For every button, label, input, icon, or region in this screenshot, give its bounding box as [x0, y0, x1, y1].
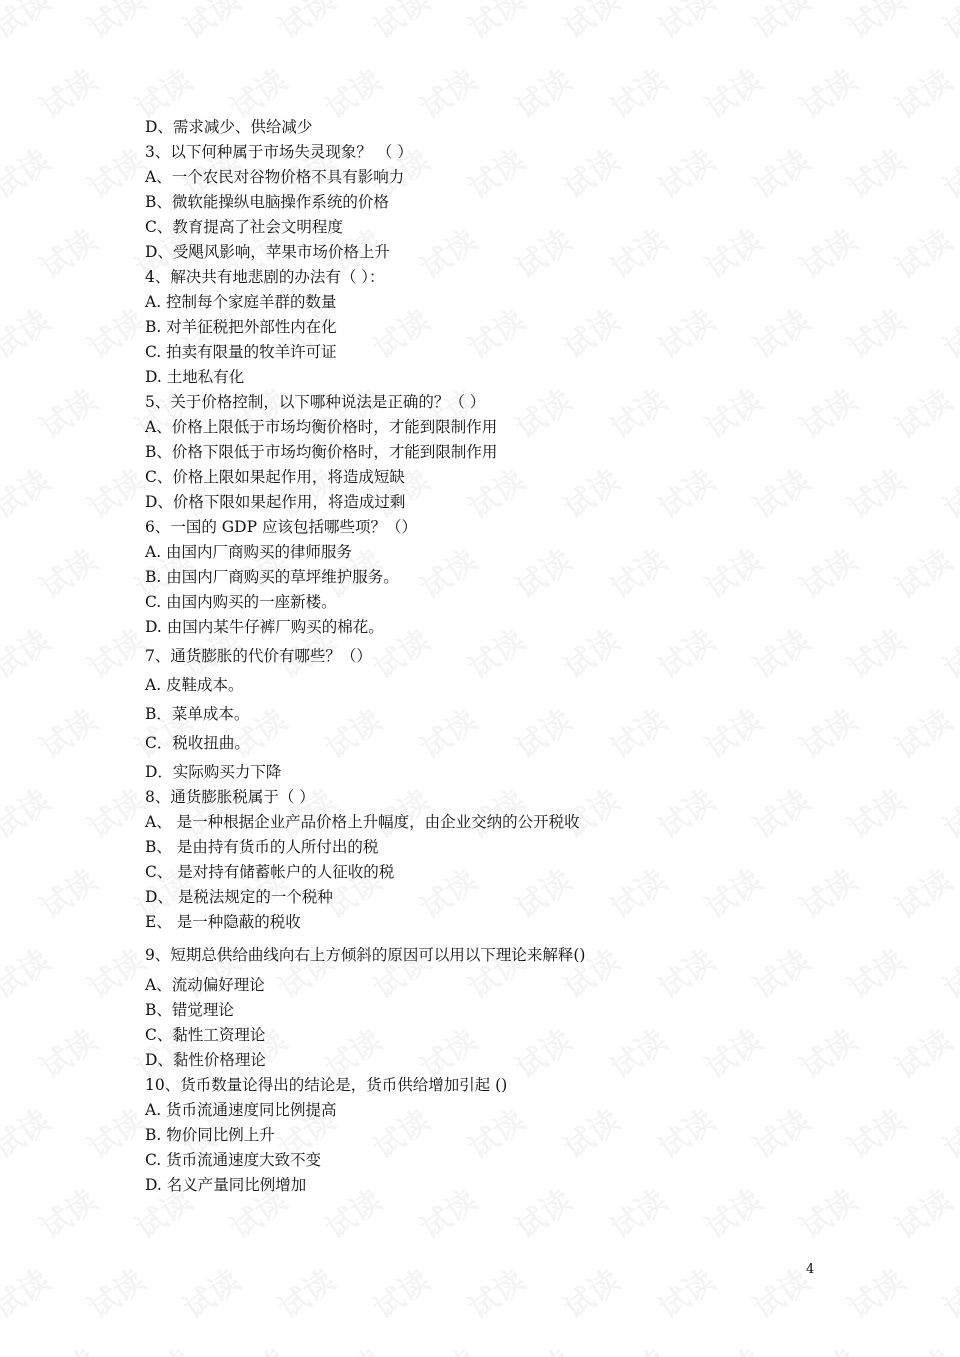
watermark-text	[885, 857, 959, 927]
text-line: D. 土地私有化	[145, 368, 245, 386]
watermark-text	[268, 0, 342, 47]
watermark-text	[648, 937, 722, 1007]
watermark-text	[600, 857, 674, 927]
watermark-text	[78, 617, 152, 687]
text-line: C. 拍卖有限量的牧羊许可证	[145, 343, 337, 361]
text-line: A. 控制每个家庭羊群的数量	[145, 293, 337, 311]
watermark-text	[458, 297, 532, 367]
watermark-text	[933, 937, 960, 1007]
watermark-text	[600, 57, 674, 127]
text-line: D、价格下限如果起作用，将造成过剩	[145, 493, 406, 511]
text-line: 9、短期总供给曲线向右上方倾斜的原因可以用以下理论来解释()	[145, 946, 586, 964]
text-line: A、一个农民对谷物价格不具有影响力	[145, 168, 405, 186]
watermark-text	[885, 377, 959, 447]
watermark-text	[30, 1337, 104, 1357]
watermark-text	[0, 1097, 57, 1167]
watermark-text	[505, 697, 579, 767]
watermark-text	[600, 1017, 674, 1087]
watermark-text	[0, 297, 57, 367]
text-line: B. 物价同比例上升	[145, 1126, 275, 1144]
watermark-text	[790, 1337, 864, 1357]
text-line: B、微软能操纵电脑操作系统的价格	[145, 193, 389, 211]
watermark-text	[0, 1257, 57, 1327]
watermark-text	[933, 0, 960, 47]
watermark-text	[933, 777, 960, 847]
text-line: D．实际购买力下降	[145, 763, 282, 781]
watermark-text	[410, 1337, 484, 1357]
watermark-text	[363, 1257, 437, 1327]
text-line: C．税收扭曲。	[145, 734, 250, 752]
watermark-text	[410, 217, 484, 287]
watermark-text	[0, 937, 57, 1007]
watermark-text	[885, 537, 959, 607]
watermark-text	[885, 217, 959, 287]
watermark-text	[933, 137, 960, 207]
watermark-text	[648, 137, 722, 207]
watermark-text	[838, 937, 912, 1007]
watermark-text	[885, 1017, 959, 1087]
watermark-text	[885, 697, 959, 767]
watermark-text	[0, 457, 57, 527]
text-line: B. 由国内厂商购买的草坪维护服务。	[145, 568, 399, 586]
watermark-text	[458, 1097, 532, 1167]
watermark-text	[600, 377, 674, 447]
watermark-text	[838, 617, 912, 687]
watermark-text	[790, 537, 864, 607]
watermark-text	[743, 297, 817, 367]
watermark-text	[30, 217, 104, 287]
watermark-text	[505, 537, 579, 607]
watermark-text	[220, 1337, 294, 1357]
watermark-text	[505, 1017, 579, 1087]
text-line: 5、关于价格控制，以下哪种说法是正确的？（ ）	[145, 393, 486, 411]
watermark-text	[743, 777, 817, 847]
watermark-text	[600, 537, 674, 607]
watermark-text	[743, 937, 817, 1007]
watermark-text	[505, 857, 579, 927]
watermark-text	[790, 377, 864, 447]
watermark-text	[600, 217, 674, 287]
watermark-text	[268, 1257, 342, 1327]
watermark-text	[553, 0, 627, 47]
watermark-text	[743, 617, 817, 687]
watermark-text	[648, 297, 722, 367]
watermark-text	[648, 457, 722, 527]
watermark-text	[410, 57, 484, 127]
watermark-text	[78, 1097, 152, 1167]
watermark-text	[553, 1257, 627, 1327]
watermark-text	[505, 57, 579, 127]
watermark-text	[363, 0, 437, 47]
watermark-text	[695, 217, 769, 287]
watermark-text	[78, 937, 152, 1007]
watermark-text	[30, 697, 104, 767]
watermark-text	[30, 377, 104, 447]
watermark-text	[553, 617, 627, 687]
watermark-text	[838, 0, 912, 47]
watermark-text	[0, 137, 57, 207]
watermark-text	[553, 137, 627, 207]
text-line: C、 是对持有储蓄帐户的人征收的税	[145, 863, 395, 881]
text-line: 7、通货膨胀的代价有哪些？（）	[145, 647, 372, 665]
watermark-text	[933, 297, 960, 367]
watermark-text	[885, 57, 959, 127]
watermark-text	[695, 1337, 769, 1357]
watermark-text	[600, 697, 674, 767]
watermark-text	[933, 617, 960, 687]
watermark-text	[505, 1177, 579, 1247]
watermark-text	[743, 137, 817, 207]
watermark-text	[315, 57, 389, 127]
watermark-text	[458, 137, 532, 207]
text-line: 4、解决共有地悲剧的办法有（ ）：	[145, 268, 385, 286]
watermark-text	[553, 457, 627, 527]
text-line: D、需求减少、供给减少	[145, 118, 313, 136]
watermark-text	[505, 377, 579, 447]
text-line: C、教育提高了社会文明程度	[145, 218, 343, 236]
text-line: A、流动偏好理论	[145, 976, 265, 994]
watermark-text	[695, 857, 769, 927]
watermark-text	[790, 1177, 864, 1247]
text-line: D、 是税法规定的一个税种	[145, 888, 333, 906]
watermark-text	[30, 1017, 104, 1087]
watermark-text	[30, 857, 104, 927]
text-line: D. 由国内某牛仔裤厂购买的棉花。	[145, 618, 384, 636]
watermark-text	[790, 1017, 864, 1087]
text-line: D、受飓风影响，苹果市场价格上升	[145, 243, 390, 261]
watermark-text	[315, 1337, 389, 1357]
watermark-text	[78, 1257, 152, 1327]
watermark-text	[125, 1337, 199, 1357]
text-line: C、价格上限如果起作用，将造成短缺	[145, 468, 405, 486]
watermark-text	[363, 297, 437, 367]
watermark-text	[363, 1097, 437, 1167]
watermark-text	[78, 777, 152, 847]
watermark-text	[743, 457, 817, 527]
text-line: 10、货币数量论得出的结论是，货币供给增加引起 ()	[145, 1076, 508, 1094]
watermark-text	[838, 1257, 912, 1327]
watermark-text	[30, 1177, 104, 1247]
watermark-text	[458, 0, 532, 47]
watermark-text	[790, 697, 864, 767]
watermark-text	[78, 457, 152, 527]
text-line: A、 是一种根据企业产品价格上升幅度，由企业交纳的公开税收	[145, 813, 580, 831]
watermark-text	[0, 617, 57, 687]
text-line: C. 货币流通速度大致不变	[145, 1151, 322, 1169]
page-number: 4	[806, 1262, 815, 1277]
watermark-text	[315, 697, 389, 767]
watermark-text	[410, 537, 484, 607]
watermark-text	[78, 0, 152, 47]
text-line: C. 由国内购买的一座新楼。	[145, 593, 337, 611]
watermark-text	[458, 1257, 532, 1327]
watermark-text	[0, 777, 57, 847]
text-line: A. 由国内厂商购买的律师服务	[145, 543, 353, 561]
text-line: 3、以下何种属于市场失灵现象？ （ ）	[145, 143, 413, 161]
watermark-text	[648, 1097, 722, 1167]
watermark-text	[505, 217, 579, 287]
watermark-text	[885, 1337, 959, 1357]
watermark-text	[410, 857, 484, 927]
watermark-text	[458, 617, 532, 687]
watermark-text	[743, 0, 817, 47]
text-line: A、价格上限低于市场均衡价格时，才能到限制作用	[145, 418, 498, 436]
watermark-text	[695, 697, 769, 767]
text-line: B. 对羊征税把外部性内在化	[145, 318, 337, 336]
watermark-text	[78, 297, 152, 367]
watermark-text	[838, 777, 912, 847]
watermark-text	[933, 1097, 960, 1167]
watermark-text	[695, 1017, 769, 1087]
watermark-text	[695, 1177, 769, 1247]
watermark-text	[0, 0, 57, 47]
watermark-text	[695, 537, 769, 607]
text-line: B、错觉理论	[145, 1001, 234, 1019]
watermark-text	[885, 1177, 959, 1247]
watermark-text	[933, 1257, 960, 1327]
watermark-text	[505, 1337, 579, 1357]
text-line: C、黏性工资理论	[145, 1026, 266, 1044]
text-line: A. 皮鞋成本。	[145, 676, 244, 694]
text-line: 8、通货膨胀税属于（ ）	[145, 788, 315, 806]
watermark-text	[838, 297, 912, 367]
text-line: D、黏性价格理论	[145, 1051, 266, 1069]
watermark-text	[838, 1097, 912, 1167]
text-line: E、 是一种隐蔽的税收	[145, 913, 301, 931]
text-line: A. 货币流通速度同比例提高	[145, 1101, 337, 1119]
watermark-text	[648, 777, 722, 847]
watermark-text	[173, 0, 247, 47]
watermark-text	[315, 1177, 389, 1247]
watermark-text	[30, 57, 104, 127]
watermark-text	[838, 457, 912, 527]
text-line: B、价格下限低于市场均衡价格时，才能到限制作用	[145, 443, 498, 461]
watermark-text	[648, 0, 722, 47]
watermark-text	[648, 617, 722, 687]
text-line: B、 是由持有货币的人所付出的税	[145, 838, 379, 856]
watermark-text	[838, 137, 912, 207]
watermark-text	[648, 1257, 722, 1327]
watermark-text	[790, 217, 864, 287]
watermark-text	[78, 137, 152, 207]
text-line: D. 名义产量同比例增加	[145, 1176, 307, 1194]
watermark-text	[458, 457, 532, 527]
watermark-text	[790, 57, 864, 127]
text-line: 6、一国的 GDP 应该包括哪些项？（）	[145, 518, 417, 536]
watermark-text	[743, 1097, 817, 1167]
watermark-text	[553, 297, 627, 367]
text-line: B．菜单成本。	[145, 705, 250, 723]
watermark-text	[600, 1337, 674, 1357]
watermark-text	[30, 537, 104, 607]
watermark-text	[790, 857, 864, 927]
watermark-text	[695, 57, 769, 127]
watermark-text	[410, 1177, 484, 1247]
watermark-text	[600, 1177, 674, 1247]
watermark-text	[933, 457, 960, 527]
watermark-text	[410, 697, 484, 767]
watermark-text	[553, 1097, 627, 1167]
watermark-text	[695, 377, 769, 447]
watermark-text	[173, 1257, 247, 1327]
